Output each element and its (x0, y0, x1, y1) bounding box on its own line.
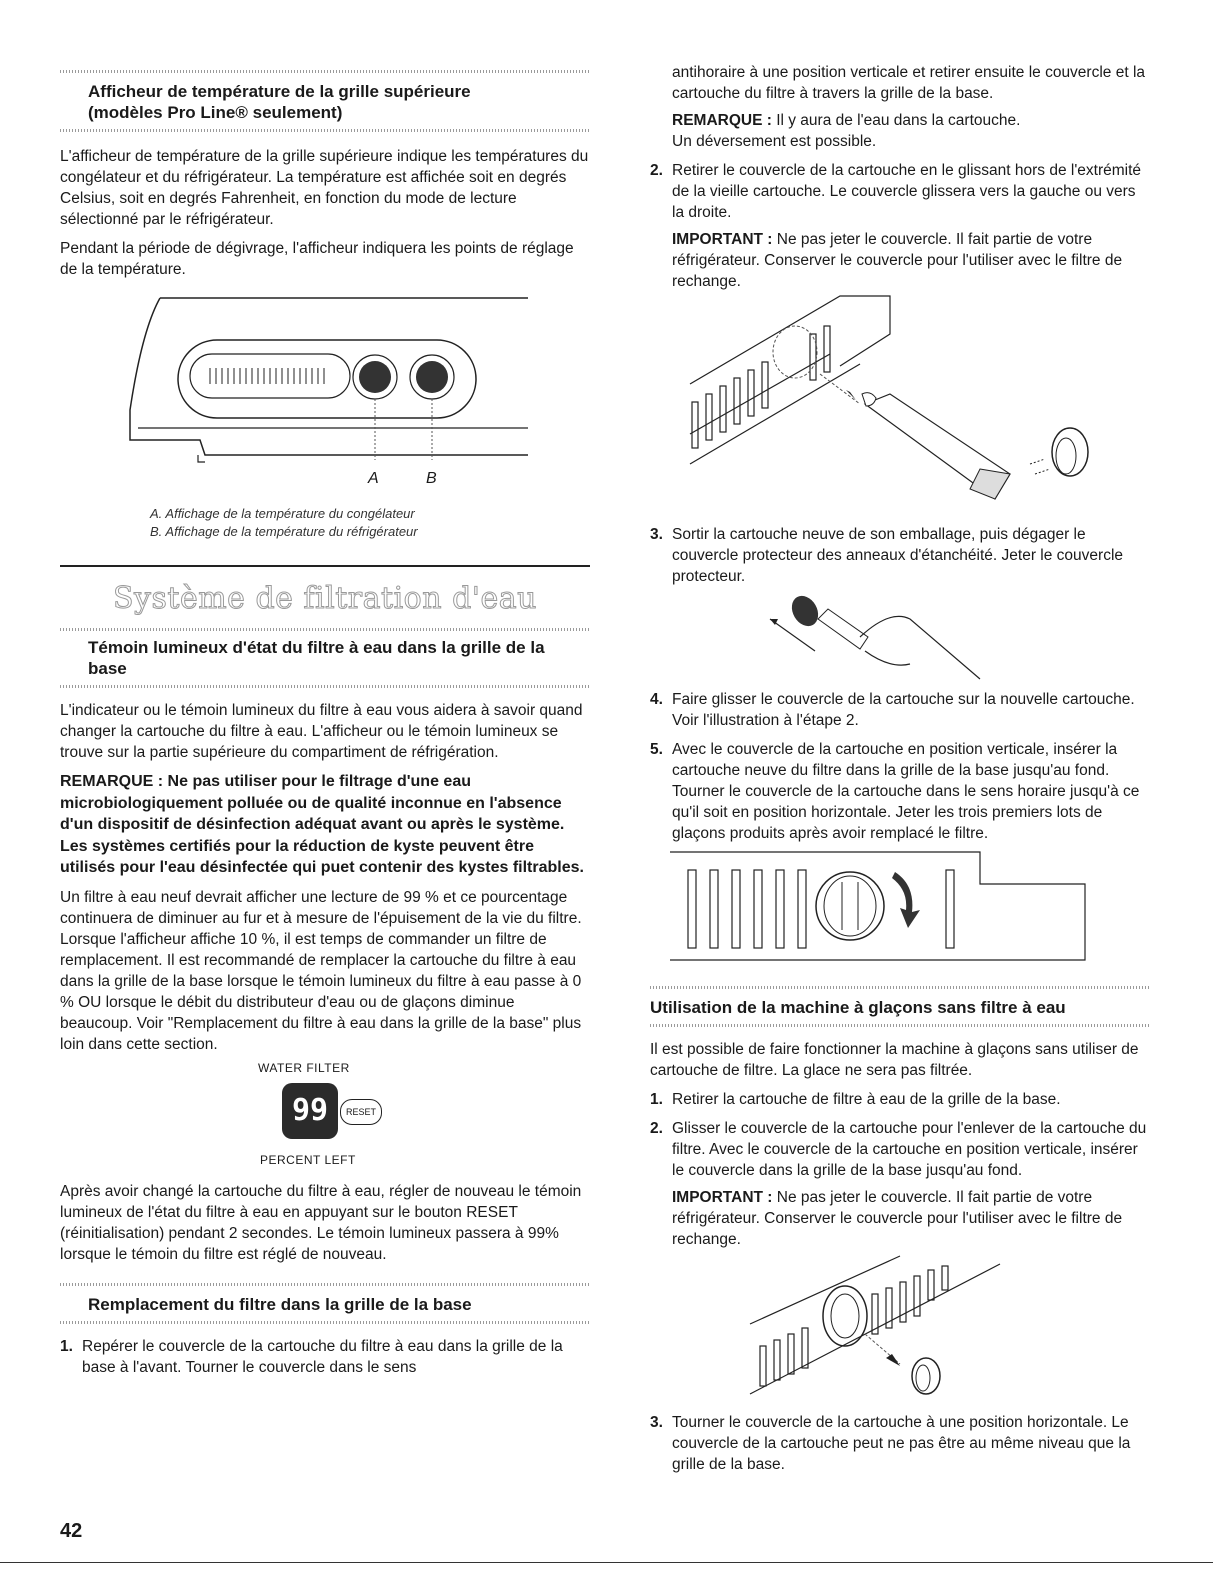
label-a: A (368, 470, 379, 487)
divider (650, 1024, 1150, 1027)
section-heading: (modèles Pro Line® seulement) (88, 103, 343, 122)
important-line (672, 229, 1150, 292)
step-text: Sortir la cartouche neuve de son emballage, puis dégager le couvercle protecteur des anneaux d'étanchéité. Jeter le couvercle protecteur. (672, 526, 1124, 585)
note-label: REMARQUE : (672, 112, 772, 129)
step-text: Retirer le couvercle de la cartouche en le glissant hors de l'extrémité de la vieille cartouche. Le couvercle glissera vers la gauche ou vers la droite. (672, 162, 1142, 221)
step-text: Glisser le couvercle de la cartouche pour l'enlever de la cartouche du filtre. Avec le couvercle de la cartouche en position verticale, insérer le couvercle dans la grille de la base jusqu'au fond. (672, 1120, 1147, 1179)
step-item (650, 1089, 1150, 1110)
section-heading: Afficheur de température de la grille supérieure (88, 82, 471, 101)
step-item (650, 1118, 1150, 1250)
step-text: Faire glisser le couvercle de la cartouche sur la nouvelle cartouche. Voir l'illustration à l'étape 2. (672, 691, 1135, 729)
label-b: B (426, 470, 437, 487)
caption-a: A. Affichage de la température du congélateur (150, 506, 415, 521)
paragraph: Pendant la période de dégivrage, l'afficheur indiquera les points de réglage de la température. (60, 240, 574, 278)
important-line (672, 1187, 1150, 1250)
cap-in-grille-illustration (650, 1254, 1150, 1404)
reset-label: RESET (345, 1106, 376, 1117)
step-item (650, 160, 1150, 292)
section-heading: base (88, 659, 127, 678)
step-number: 2. (650, 162, 663, 179)
step-number: 5. (650, 741, 663, 758)
section-title: Système de filtration d'eau (113, 581, 537, 616)
paragraph: Un filtre à eau neuf devrait afficher une lecture de 99 % et ce pourcentage continuera de diminuer au fur et à mesure de l'épuisement de la vie du filtre. Lorsque l'afficheur affiche 10 %, il est temps de commander un filtre de remplacement. Il est recommandé de remplacer la cartouche du filtre à eau dans la grille de la base lorsque le témoin lumineux du filtre à eau passe à 0 % OU lorsque le débit du distributeur d'eau ou de glaçons diminue beaucoup. Voir "Remplacement du filtre à eau dans la grille de la base" plus loin dans cette section. (60, 888, 582, 1053)
step-number: 1. (650, 1091, 663, 1108)
important-label: IMPORTANT : (672, 231, 773, 248)
note-line-2: Un déversement est possible. (672, 133, 877, 150)
cartridge-insert-illustration (650, 850, 1150, 968)
paragraph: L'afficheur de température de la grille supérieure indique les températures du congélateur et du réfrigérateur. La température est affichée soit en degrés Celsius, soit en degrés Fahrenheit, en fonction du mode de lecture sélectionné par le réfrigérateur. (60, 148, 589, 228)
right-column (650, 0, 1150, 1475)
cartridge-removal-illustration (650, 294, 1150, 514)
step-text: Retirer la cartouche de filtre à eau de la grille de la base. (672, 1091, 1061, 1108)
water-filter-label: WATER FILTER (258, 1060, 350, 1075)
bottom-rule (0, 1562, 1213, 1563)
page-number: 42 (60, 1520, 83, 1542)
note-paragraph: REMARQUE : Ne pas utiliser pour le filtrage d'une eau microbiologiquement polluée ou de qualité inconnue en l'absence d'un dispositif de désinfection adéquat avant ou après le système. Les systèmes certifiés pour la réduction de kyste peuvent être utilisés pour l'eau désinfectée qui puet contenir des kystes filtrables. (60, 773, 584, 876)
reset-button[interactable] (340, 1099, 382, 1125)
step-item (650, 739, 1150, 844)
left-column (60, 0, 590, 1378)
step-text: Tourner le couvercle de la cartouche à une position horizontale. Le couvercle de la cartouche peut ne pas être au même niveau que la grille de la base. (672, 1414, 1131, 1473)
paragraph: Il est possible de faire fonctionner la machine à glaçons sans utiliser de cartouche de filtre. La glace ne sera pas filtrée. (650, 1041, 1139, 1079)
divider (60, 129, 590, 132)
divider (60, 1321, 590, 1324)
step-item (650, 524, 1150, 587)
note-line (672, 110, 1150, 131)
section-heading: Utilisation de la machine à glaçons sans filtre à eau (650, 998, 1066, 1017)
temperature-display-illustration (60, 290, 590, 505)
section-heading: Témoin lumineux d'état du filtre à eau dans la grille de la (88, 638, 545, 657)
caption-b: B. Affichage de la température du réfrigérateur (150, 524, 418, 539)
percent-left-label: PERCENT LEFT (260, 1152, 356, 1167)
filter-display (282, 1083, 338, 1139)
important-text: Ne pas jeter le couvercle. Il fait partie de votre réfrigérateur. Conserver le couvercle pour l'utiliser avec le filtre de rechange. (672, 231, 1123, 290)
step-item (60, 1336, 590, 1378)
protective-cap-illustration (650, 589, 1150, 689)
step-text: antihoraire à une position verticale et retirer ensuite le couvercle et la cartouche du filtre à travers la grille de la base. (672, 64, 1146, 102)
step-item (650, 689, 1150, 731)
step-number: 1. (60, 1337, 73, 1355)
step-item (650, 1412, 1150, 1475)
step-text: Avec le couvercle de la cartouche en position verticale, insérer la cartouche neuve du filtre dans la grille de la base jusqu'au fond. Tourner le couvercle de la cartouche dans le sens horaire jusqu'à ce qu'il soit en position horizontale. Jeter les trois premiers lots de glaçons produits après avoir remplacé le filtre. (672, 741, 1140, 842)
step-item (650, 62, 1150, 152)
water-filter-indicator (60, 1061, 590, 1179)
section-rule (60, 565, 590, 567)
section-heading: Remplacement du filtre dans la grille de la base (88, 1294, 472, 1314)
divider (60, 685, 590, 688)
note-text: Il y aura de l'eau dans la cartouche. (771, 112, 1021, 129)
paragraph: L'indicateur ou le témoin lumineux du filtre à eau vous aidera à savoir quand changer la cartouche du filtre à eau. L'afficheur ou le témoin lumineux se trouve sur la partie supérieure du compartiment de réfrigération. (60, 702, 583, 761)
step-number: 4. (650, 691, 663, 708)
filter-percent-digits: 99 (291, 1092, 329, 1128)
grille-display-icon (60, 290, 590, 505)
step-number: 3. (650, 526, 663, 543)
paragraph: Après avoir changé la cartouche du filtre à eau, régler de nouveau le témoin lumineux de l'état du filtre à eau en appuyant sur le bouton RESET (réinitialisation) pendant 2 secondes. Le témoin lumineux passera à 99% lorsque le témoin du filtre est réglé de nouveau. (60, 1182, 582, 1263)
step-number: 3. (650, 1414, 663, 1431)
step-text: Repérer le couvercle de la cartouche du filtre à eau dans la grille de la base à l'avant. Tourner le couvercle dans le sens (82, 1337, 563, 1376)
step-number: 2. (650, 1120, 663, 1137)
important-text: Ne pas jeter le couvercle. Il fait partie de votre réfrigérateur. Conserver le couvercle pour l'utiliser avec le filtre de rechange. (672, 1189, 1123, 1248)
important-label: IMPORTANT : (672, 1189, 773, 1206)
